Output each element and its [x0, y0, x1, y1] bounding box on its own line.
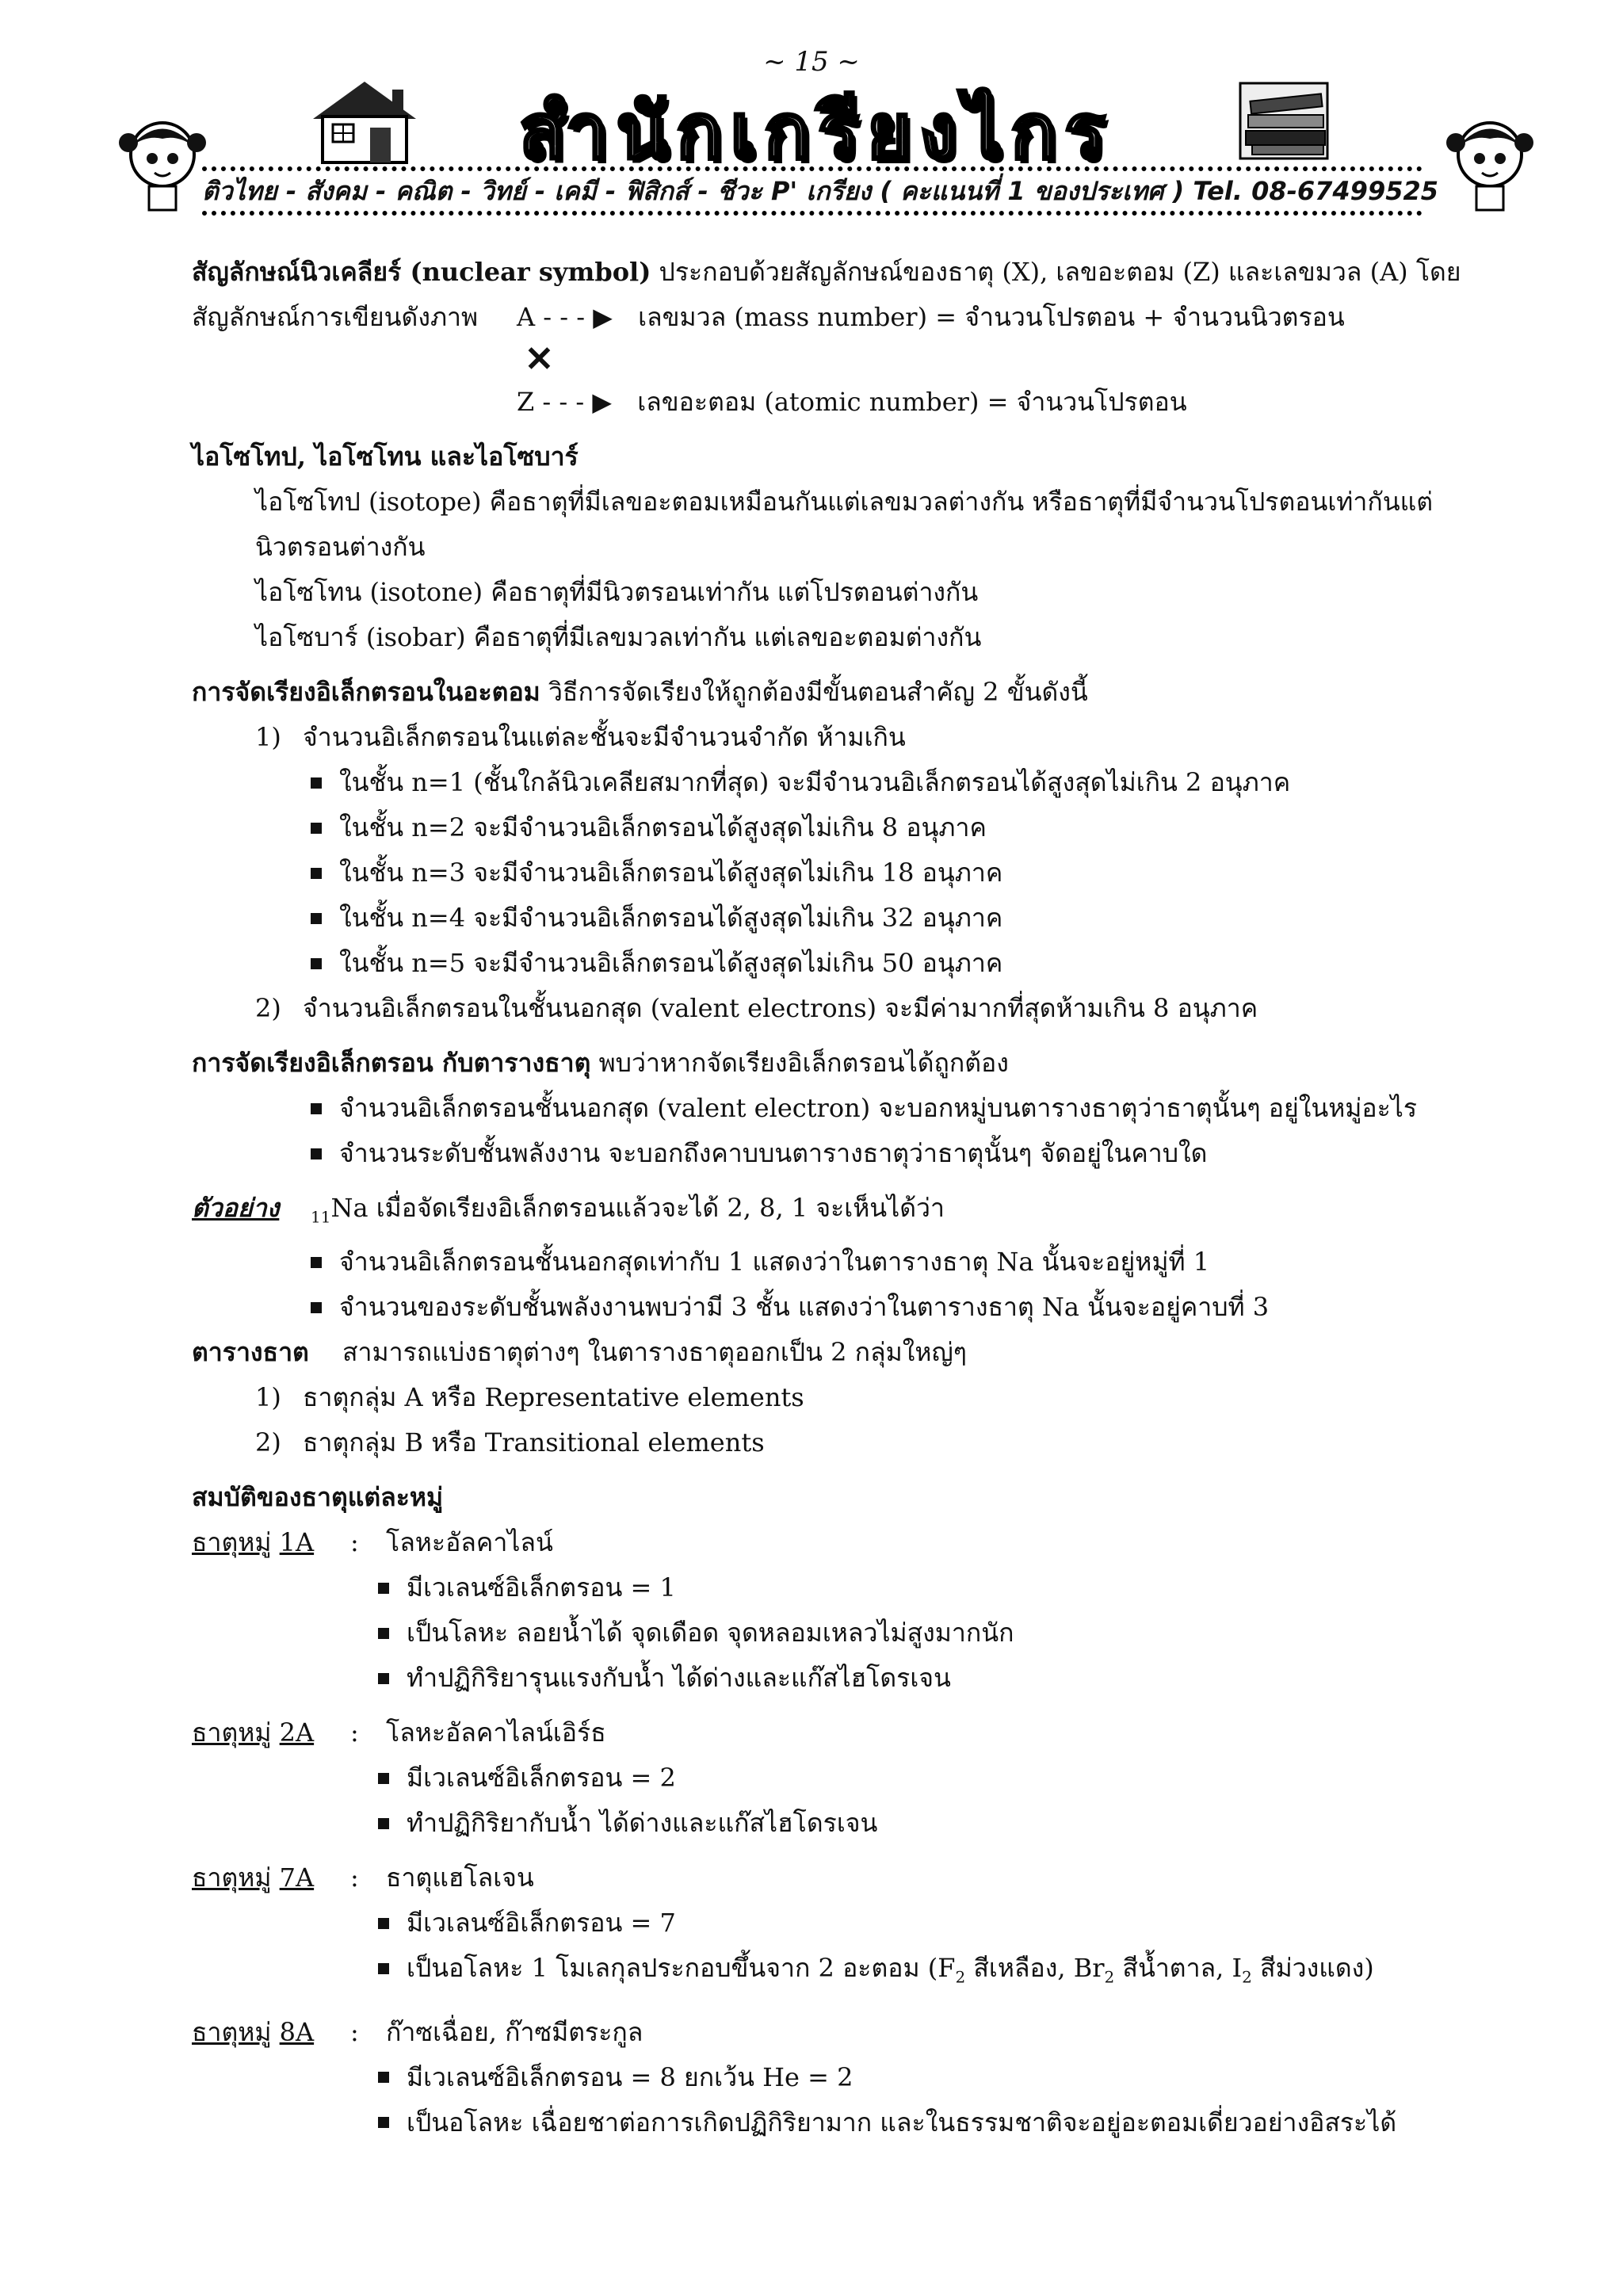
- square-bullet-icon: [378, 1628, 389, 1639]
- mass-symbol: A: [517, 302, 536, 332]
- group-7a-heading: ธาตุหมู่ 7A : ธาตุแฮโลเจน: [192, 1862, 534, 1893]
- isotone-definition: ไอโซโทน (isotone) คือธาตุที่มีนิวตรอนเท่ากัน แต่โปรตอนต่างกัน: [255, 577, 979, 607]
- square-bullet-icon: [311, 1302, 322, 1313]
- books-icon: [1236, 75, 1339, 162]
- square-bullet-icon: [311, 1103, 322, 1114]
- shell-item: ในชั้น n=5 จะมีจำนวนอิเล็กตรอนได้สูงสุดไม่เกิน 50 อนุภาค: [192, 941, 1491, 986]
- square-bullet-icon: [378, 1963, 389, 1974]
- group-8a-bullet: เป็นอโลหะ เฉื่อยชาต่อการเกิดปฏิกิริยามาก และในธรรมชาติจะอยู่อะตอมเดี่ยวอย่างอิสระได้: [192, 2100, 1491, 2145]
- brand-title: สำนักเกรียงไกร: [519, 87, 1113, 176]
- header-tagline: ติวไทย - สังคม - คณิต - วิทย์ - เคมี - ฟิสิกส์ - ชีวะ P' เกรียง ( คะแนนที่ 1 ของประเทศ ) Tel. 08-67499525: [202, 166, 1423, 216]
- square-bullet-icon: [311, 1148, 322, 1159]
- isotope-definition-cont: นิวตรอนต่างกัน: [255, 532, 426, 562]
- square-bullet-icon: [311, 913, 322, 924]
- square-bullet-icon: [378, 1918, 389, 1929]
- square-bullet-icon: [378, 2072, 389, 2083]
- shell-item: ในชั้น n=1 (ชั้นใกล้นิวเคลียสมากที่สุด) จะมีจำนวนอิเล็กตรอนได้สูงสุดไม่เกิน 2 อนุภาค: [192, 760, 1491, 805]
- example-line: ตัวอย่าง $_{11}$Na เมื่อจัดเรียงอิเล็กตรอนแล้วจะได้ 2, 8, 1 จะเห็นได้ว่า: [192, 1186, 1491, 1240]
- nuclear-symbol-term: สัญลักษณ์นิวเคลียร์ (nuclear symbol): [192, 257, 651, 287]
- group-2a-heading: ธาตุหมู่ 2A : โลหะอัลคาไลน์เอิร์ธ: [192, 1717, 606, 1748]
- square-bullet-icon: [378, 2117, 389, 2128]
- table-item-2: 2) ธาตุกลุ่ม B หรือ Transitional elements: [255, 1427, 765, 1458]
- mass-number-line: สัญลักษณ์การเขียนดังภาพ A - - - ▶ เลขมวล (mass number) = จำนวนโปรตอน + จำนวนนิวตรอน: [192, 295, 1491, 340]
- group-1a-bullet: ทำปฏิกิริยารุนแรงกับน้ำ ได้ด่างและแก๊สไฮโดรเจน: [192, 1656, 1491, 1701]
- shell-item: ในชั้น n=2 จะมีจำนวนอิเล็กตรอนได้สูงสุดไม่เกิน 8 อนุภาค: [192, 805, 1491, 850]
- periodic-heading: การจัดเรียงอิเล็กตรอน กับตารางธาตุ พบว่าหากจัดเรียงอิเล็กตรอนได้ถูกต้อง: [192, 1048, 1009, 1078]
- square-bullet-icon: [311, 777, 322, 789]
- element-symbol-x: ✕: [525, 339, 554, 380]
- groups-heading: สมบัติของธาตุแต่ละหมู่: [192, 1482, 444, 1513]
- table-heading: ตารางธาต สามารถแบ่งธาตุต่างๆ ในตารางธาตุออกเป็น 2 กลุ่มใหญ่ๆ: [192, 1337, 967, 1368]
- group-2a-bullet: มีเวเลนซ์อิเล็กตรอน = 2: [192, 1755, 1491, 1801]
- isobar-definition: ไอโซบาร์ (isobar) คือธาตุที่มีเลขมวลเท่ากัน แต่เลขอะตอมต่างกัน: [255, 622, 982, 652]
- group-1a-bullet: มีเวเลนซ์อิเล็กตรอน = 1: [192, 1565, 1491, 1610]
- square-bullet-icon: [311, 823, 322, 834]
- isotope-definition: ไอโซโทป (isotope) คือธาตุที่มีเลขอะตอมเหมือนกันแต่เลขมวลต่างกัน หรือธาตุที่มีจำนวนโปรตอนเท่ากันแต่: [255, 487, 1433, 517]
- square-bullet-icon: [311, 958, 322, 969]
- group-1a-heading: ธาตุหมู่ 1A : โลหะอัลคาไลน์: [192, 1527, 553, 1558]
- example-label: ตัวอย่าง: [192, 1193, 280, 1223]
- isotopes-heading: ไอโซโทป, ไอโซโทน และไอโซบาร์: [192, 441, 579, 472]
- cartoon-kid-icon: [1446, 111, 1533, 214]
- example-bullet: จำนวนของระดับชั้นพลังงานพบว่ามี 3 ชั้น แสดงว่าในตารางธาตุ Na นั้นจะอยู่คาบที่ 3: [192, 1285, 1491, 1330]
- square-bullet-icon: [378, 1818, 389, 1829]
- page-content: [192, 250, 1491, 2145]
- rule-1: 1) จำนวนอิเล็กตรอนในแต่ละชั้นจะมีจำนวนจำกัด ห้ามเกิน: [255, 722, 906, 752]
- group-7a-bullet: เป็นอโลหะ 1 โมเลกุลประกอบขึ้นจาก 2 อะตอม ($F_2$ สีเหลือง, $Br_2$ สีน้ำตาล, $I_2$ สีม่วงแดง): [192, 1946, 1491, 2000]
- group-8a-heading: ธาตุหมู่ 8A : ก๊าซเฉื่อย, ก๊าซมีตระกูล: [192, 2016, 643, 2047]
- periodic-bullet: จำนวนอิเล็กตรอนชั้นนอกสุด (valent electron) จะบอกหมู่บนตารางธาตุว่าธาตุนั้นๆ อยู่ในหมู่อะไร: [192, 1086, 1491, 1131]
- dashed-arrow-icon: - - - ▶: [534, 387, 612, 417]
- group-2a-bullet: ทำปฏิกิริยากับน้ำ ได้ด่างและแก๊สไฮโดรเจน: [192, 1801, 1491, 1846]
- shell-item: ในชั้น n=3 จะมีจำนวนอิเล็กตรอนได้สูงสุดไม่เกิน 18 อนุภาค: [192, 850, 1491, 896]
- square-bullet-icon: [378, 1773, 389, 1784]
- atomic-symbol: Z: [517, 387, 535, 417]
- rule-2: 2) จำนวนอิเล็กตรอนในชั้นนอกสุด (valent electrons) จะมีค่ามากที่สุดห้ามเกิน 8 อนุภาค: [255, 993, 1258, 1023]
- house-icon: [305, 75, 424, 166]
- page-number: ~ 15 ~: [763, 46, 860, 78]
- square-bullet-icon: [311, 868, 322, 879]
- table-item-1: 1) ธาตุกลุ่ม A หรือ Representative elements: [255, 1382, 804, 1413]
- atomic-number-line: Z - - - ▶ เลขอะตอม (atomic number) = จำนวนโปรตอน: [192, 380, 1491, 425]
- nuclear-symbol-intro: สัญลักษณ์นิวเคลียร์ (nuclear symbol) ประกอบด้วยสัญลักษณ์ของธาตุ (X), เลขอะตอม (Z) และเลขมวล (A) โดย: [192, 257, 1461, 287]
- square-bullet-icon: [378, 1583, 389, 1594]
- group-8a-bullet: มีเวเลนซ์อิเล็กตรอน = 8 ยกเว้น He = 2: [192, 2055, 1491, 2100]
- example-bullet: จำนวนอิเล็กตรอนชั้นนอกสุดเท่ากับ 1 แสดงว่าในตารางธาตุ Na นั้นจะอยู่หมู่ที่ 1: [192, 1240, 1491, 1285]
- cartoon-kid-icon: [119, 111, 206, 214]
- square-bullet-icon: [378, 1673, 389, 1684]
- arrangement-heading: การจัดเรียงอิเล็กตรอนในอะตอม วิธีการจัดเรียงให้ถูกต้องมีขั้นตอนสำคัญ 2 ขั้นดังนี้: [192, 677, 1088, 707]
- periodic-bullet: จำนวนระดับชั้นพลังงาน จะบอกถึงคาบบนตารางธาตุว่าธาตุนั้นๆ จัดอยู่ในคาบใด: [192, 1131, 1491, 1176]
- square-bullet-icon: [311, 1257, 322, 1268]
- dashed-arrow-icon: - - - ▶: [535, 302, 613, 332]
- group-1a-bullet: เป็นโลหะ ลอยน้ำได้ จุดเดือด จุดหลอมเหลวไม่สูงมากนัก: [192, 1610, 1491, 1656]
- group-7a-bullet: มีเวเลนซ์อิเล็กตรอน = 7: [192, 1901, 1491, 1946]
- shell-item: ในชั้น n=4 จะมีจำนวนอิเล็กตรอนได้สูงสุดไม่เกิน 32 อนุภาค: [192, 896, 1491, 941]
